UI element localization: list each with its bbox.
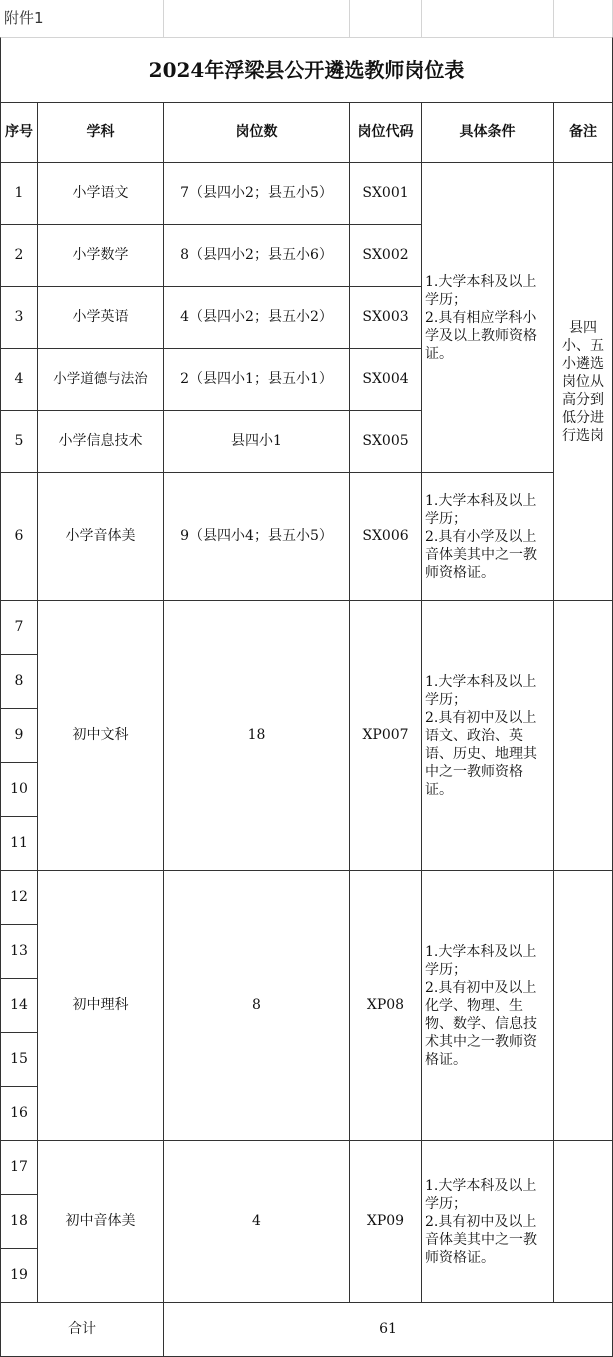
row-code: SX001 bbox=[350, 163, 422, 225]
row-subject: 小学数学 bbox=[38, 225, 164, 287]
blank-cell bbox=[164, 0, 350, 38]
remark-empty bbox=[554, 601, 613, 871]
row-count: 4（县四小2；县五小2） bbox=[164, 287, 350, 349]
row-no: 1 bbox=[0, 163, 38, 225]
row-subject: 小学音体美 bbox=[38, 473, 164, 601]
row-code: SX005 bbox=[350, 411, 422, 473]
row-code: SX003 bbox=[350, 287, 422, 349]
row-code: SX004 bbox=[350, 349, 422, 411]
row-count: 7（县四小2；县五小5） bbox=[164, 163, 350, 225]
total-value: 61 bbox=[164, 1303, 613, 1357]
row-no: 18 bbox=[0, 1195, 38, 1249]
row-subject: 小学英语 bbox=[38, 287, 164, 349]
row-no: 11 bbox=[0, 817, 38, 871]
remark-empty bbox=[554, 1141, 613, 1303]
row-no: 8 bbox=[0, 655, 38, 709]
blank-cell bbox=[350, 0, 422, 38]
header-count: 岗位数 bbox=[164, 103, 350, 163]
row-count: 8（县四小2；县五小6） bbox=[164, 225, 350, 287]
row-no: 14 bbox=[0, 979, 38, 1033]
row-no: 9 bbox=[0, 709, 38, 763]
row-subject: 小学信息技术 bbox=[38, 411, 164, 473]
row-no: 12 bbox=[0, 871, 38, 925]
row-no: 4 bbox=[0, 349, 38, 411]
total-label: 合计 bbox=[0, 1303, 164, 1357]
header-subject: 学科 bbox=[38, 103, 164, 163]
row-no: 17 bbox=[0, 1141, 38, 1195]
remark-primary: 县四小、五小遴选岗位从高分到低分进行选岗 bbox=[554, 163, 613, 601]
row-subject: 小学语文 bbox=[38, 163, 164, 225]
conditions-junior-liberal: 1.大学本科及以上学历； 2.具有初中及以上语文、政治、英语、历史、地理其中之一教师资格证。 bbox=[422, 601, 554, 871]
group-code: XP09 bbox=[350, 1141, 422, 1303]
conditions-junior-science: 1.大学本科及以上学历； 2.具有初中及以上化学、物理、生物、数学、信息技术其中之一教师资格证。 bbox=[422, 871, 554, 1141]
row-no: 16 bbox=[0, 1087, 38, 1141]
group-subject: 初中理科 bbox=[38, 871, 164, 1141]
row-no: 10 bbox=[0, 763, 38, 817]
row-no: 13 bbox=[0, 925, 38, 979]
blank-cell bbox=[554, 0, 613, 38]
row-no: 6 bbox=[0, 473, 38, 601]
row-no: 7 bbox=[0, 601, 38, 655]
group-subject: 初中音体美 bbox=[38, 1141, 164, 1303]
row-no: 3 bbox=[0, 287, 38, 349]
row-no: 5 bbox=[0, 411, 38, 473]
header-no: 序号 bbox=[0, 103, 38, 163]
row-code: SX002 bbox=[350, 225, 422, 287]
conditions-primary-art: 1.大学本科及以上学历； 2.具有小学及以上音体美其中之一教师资格证。 bbox=[422, 473, 554, 601]
row-no: 19 bbox=[0, 1249, 38, 1303]
group-count: 8 bbox=[164, 871, 350, 1141]
group-subject: 初中文科 bbox=[38, 601, 164, 871]
group-code: XP007 bbox=[350, 601, 422, 871]
header-conditions: 具体条件 bbox=[422, 103, 554, 163]
annex-label: 附件1 bbox=[0, 0, 164, 38]
page-title: 2024年浮梁县公开遴选教师岗位表 bbox=[0, 37, 613, 103]
row-count: 2（县四小1；县五小1） bbox=[164, 349, 350, 411]
remark-empty bbox=[554, 871, 613, 1141]
row-code: SX006 bbox=[350, 473, 422, 601]
row-no: 2 bbox=[0, 225, 38, 287]
group-code: XP08 bbox=[350, 871, 422, 1141]
group-count: 4 bbox=[164, 1141, 350, 1303]
conditions-junior-art: 1.大学本科及以上学历； 2.具有初中及以上音体美其中之一教师资格证。 bbox=[422, 1141, 554, 1303]
header-code: 岗位代码 bbox=[350, 103, 422, 163]
row-no: 15 bbox=[0, 1033, 38, 1087]
group-count: 18 bbox=[164, 601, 350, 871]
row-count: 县四小1 bbox=[164, 411, 350, 473]
conditions-primary-general: 1.大学本科及以上学历； 2.具有相应学科小学及以上教师资格证。 bbox=[422, 163, 554, 473]
blank-cell bbox=[422, 0, 554, 38]
row-subject: 小学道德与法治 bbox=[38, 349, 164, 411]
header-remarks: 备注 bbox=[554, 103, 613, 163]
row-count: 9（县四小4；县五小5） bbox=[164, 473, 350, 601]
